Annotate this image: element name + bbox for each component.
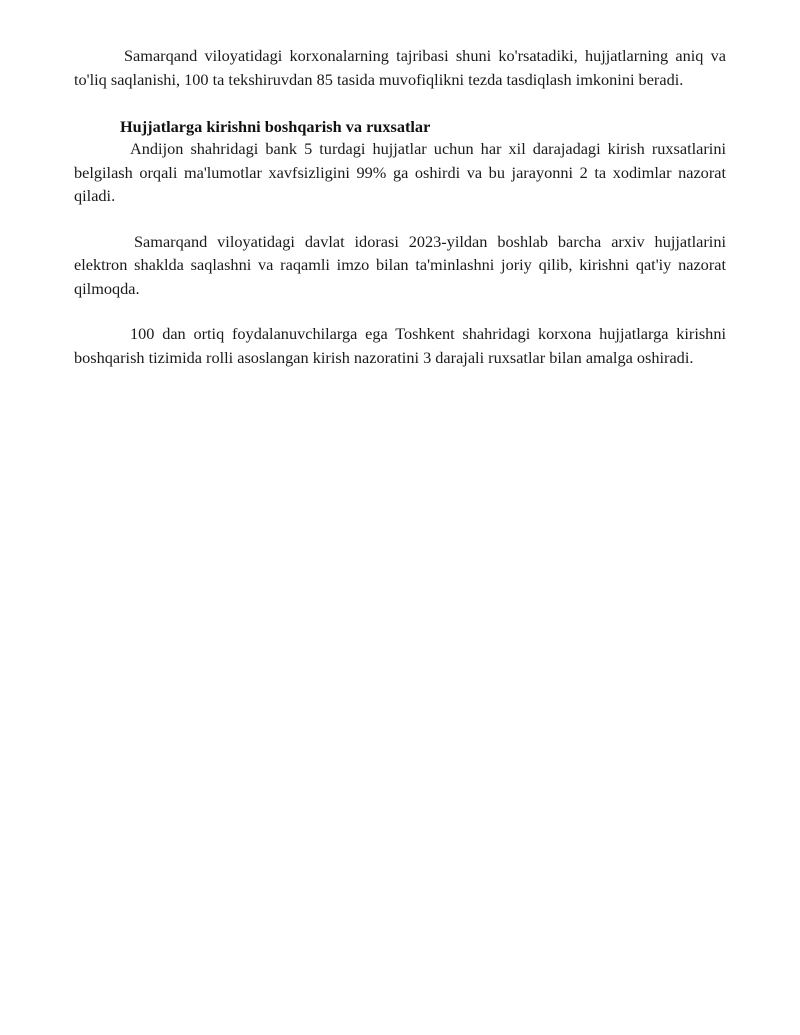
- paragraph-4: 100 dan ortiq foydalanuvchilarga ega Toshkent shahridagi korxona hujjatlarga kirishni boshqarish tizimida rolli asoslangan kirish nazoratini 3 darajali ruxsatlar bilan amalga oshiradi.: [74, 324, 726, 367]
- paragraph-3: Samarqand viloyatidagi davlat idorasi 2023-yildan boshlab barcha arxiv hujjatlarini elektron shaklda saqlashni va raqamli imzo bilan ta'minlashni joriy qilib, kirishni qat'iy nazorat qilmoqda.: [74, 231, 726, 298]
- document-body: [74, 44, 726, 369]
- paragraph-2: Andijon shahridagi bank 5 turdagi hujjatlar uchun har xil darajadagi kirish ruxsatlarini belgilash orqali ma'lumotlar xavfsizligini 99% ga oshirdi va bu jarayonni 2 ta xodimlar nazorat qiladi.: [74, 139, 726, 205]
- paragraph-1: Samarqand viloyatidagi korxonalarning tajribasi shuni ko'rsatadiki, hujjatlarning aniq va to'liq saqlanishi, 100 ta tekshiruvdan 85 tasida muvofiqlikni tezda tasdiqlash imkonini beradi.: [74, 46, 726, 89]
- section-heading: Hujjatlarga kirishni boshqarish va ruxsatlar: [120, 117, 431, 136]
